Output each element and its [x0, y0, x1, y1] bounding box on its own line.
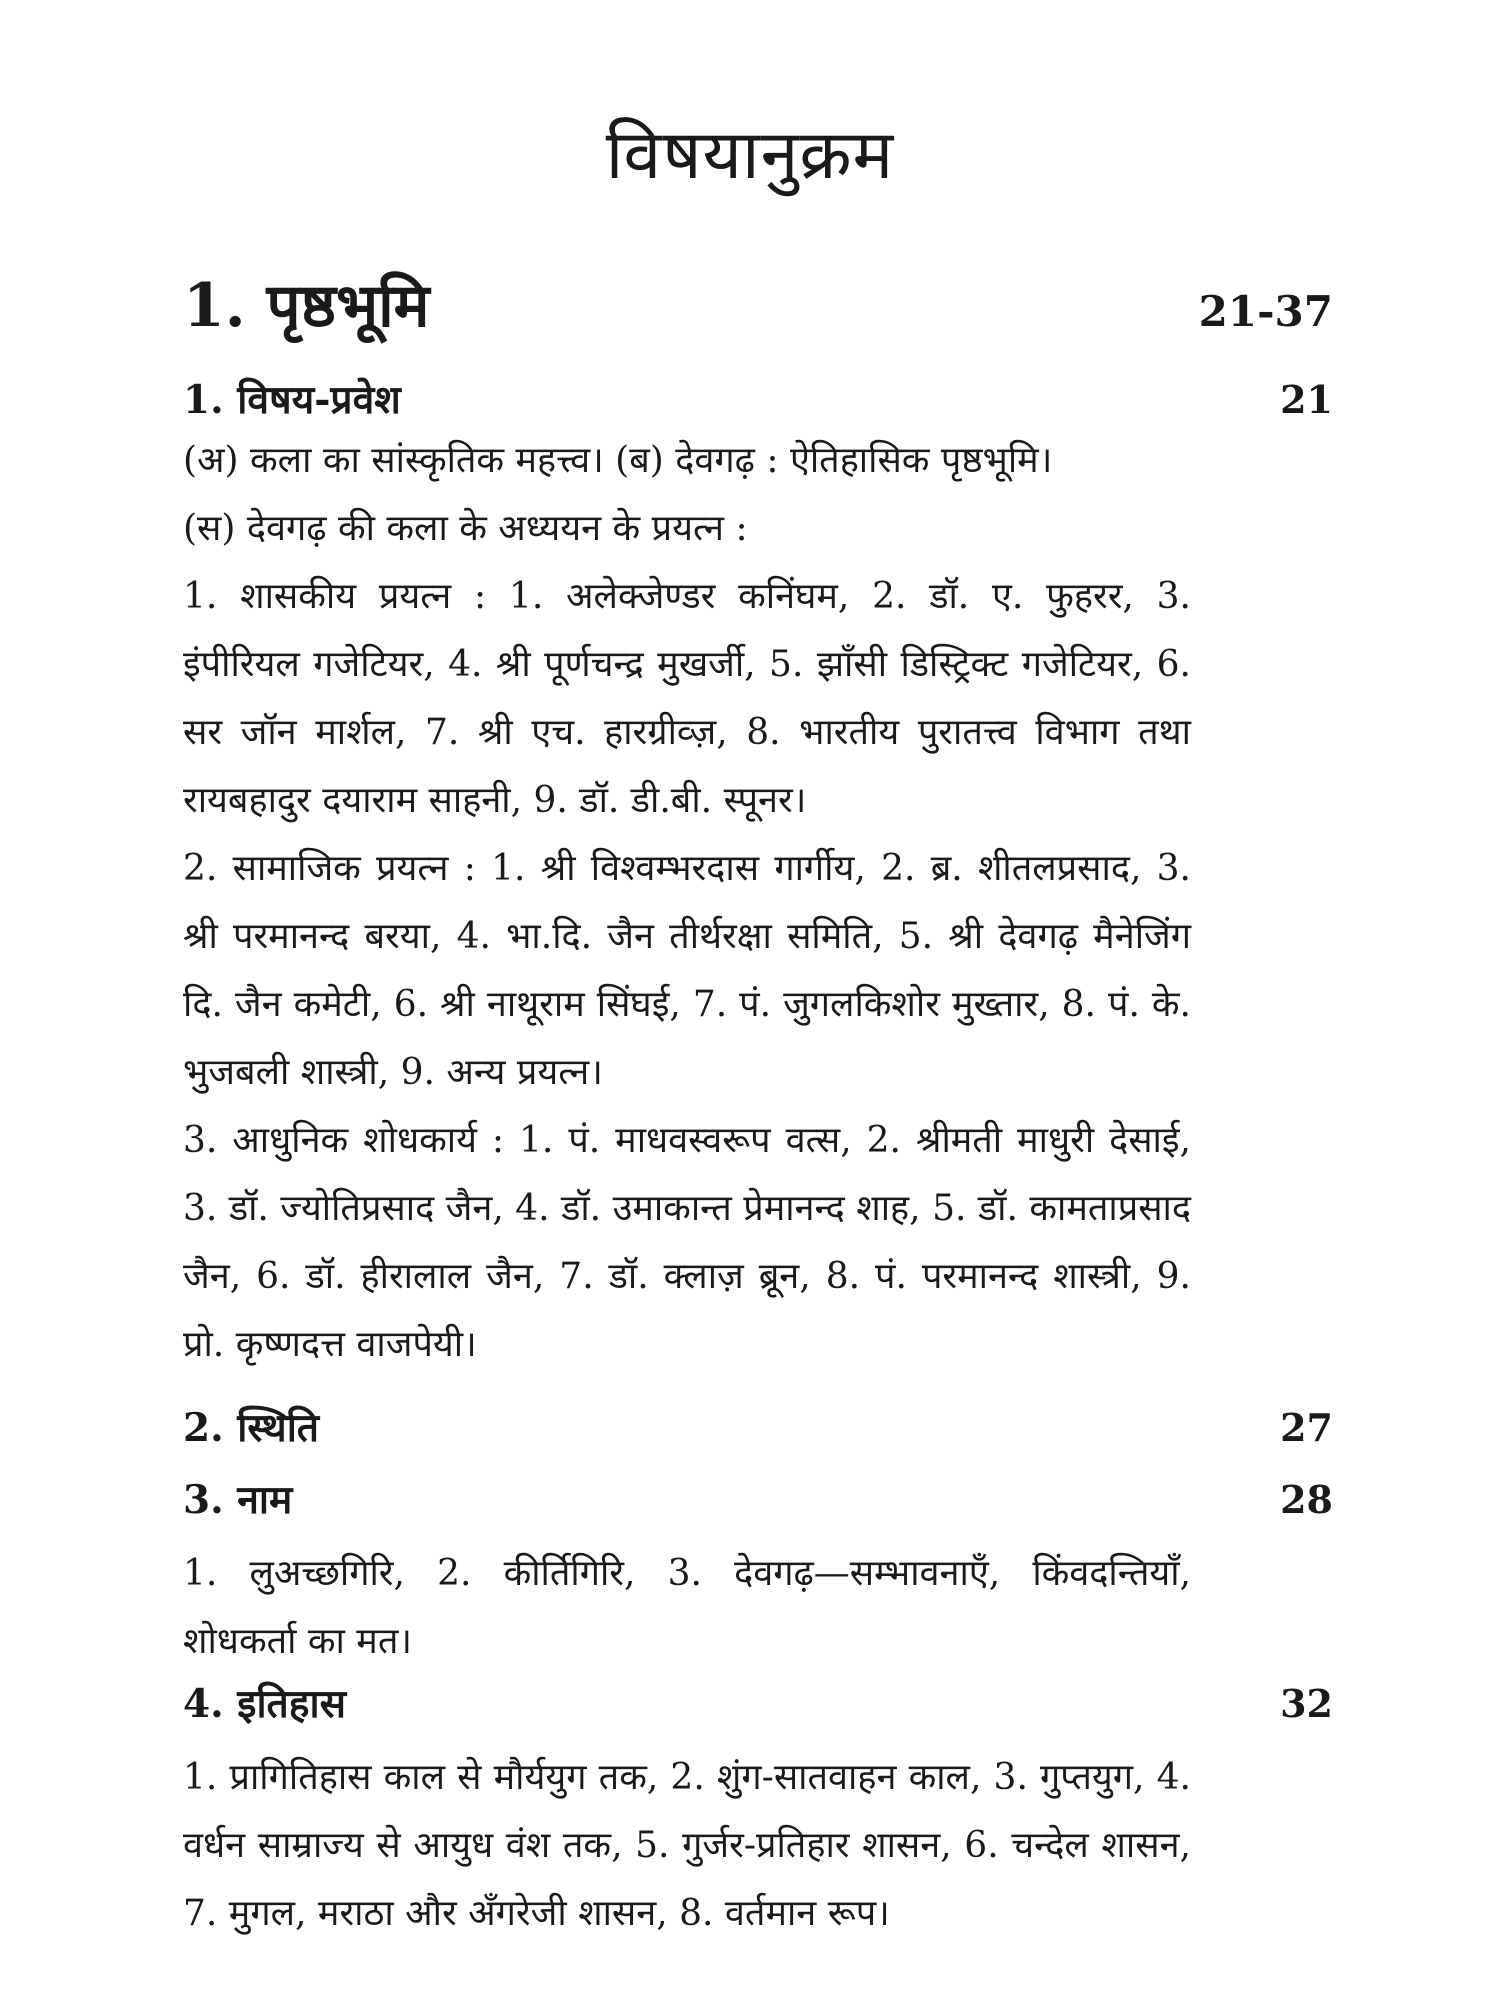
- section-title: 1. विषय-प्रवेश: [183, 377, 401, 423]
- section-entry-text: 3. आधुनिक शोधकार्य : 1. पं. माधवस्वरूप वत्स, 2. श्रीमती माधुरी देसाई, 3. डॉ. ज्योतिप्रसाद जैन, 4. डॉ. उमाकान्त प्रेमानन्द शाह, 5. डॉ. कामताप्रसाद जैन, 6. डॉ. हीरालाल जैन, 7. डॉ. क्लाज़ ब्रून, 8. पं. परमानन्द शास्त्री, 9. प्रो. कृष्णदत्त वाजपेयी।: [183, 1120, 1191, 1365]
- section-entry-text: 2. सामाजिक प्रयत्न : 1. श्री विश्वम्भरदास गार्गीय, 2. ब्र. शीतलप्रसाद, 3. श्री परमानन्द बरया, 4. भा.दि. जैन तीर्थरक्षा समिति, 5. श्री देवगढ़ मैनेजिंग दि. जैन कमेटी, 6. श्री नाथूराम सिंघई, 7. पं. जुगलकिशोर मुख्तार, 8. पं. के. भुजबली शास्त्री, 9. अन्य प्रयत्न।: [183, 848, 1191, 1093]
- chapter-heading: [183, 262, 1333, 344]
- section-entry-text: 1. शासकीय प्रयत्न : 1. अलेक्जेण्डर कनिंघम, 2. डॉ. ए. फुहरर, 3. इंपीरियल गजेटियर, 4. श्री पूर्णचन्द्र मुखर्जी, 5. झाँसी डिस्ट्रिक्ट गजेटियर, 6. सर जॉन मार्शल, 7. श्री एच. हारग्रीव्ज़, 8. भारतीय पुरातत्त्व विभाग तथा रायबहादुर दयाराम साहनी, 9. डॉ. डी.बी. स्पूनर।: [183, 576, 1191, 821]
- section-page: 27: [1280, 1405, 1333, 1450]
- chapter-title: 1. पृष्ठभूमि: [183, 271, 430, 341]
- section-heading: [183, 1472, 1333, 1525]
- section-page: 21: [1280, 377, 1333, 422]
- chapter-page-range: 21-37: [1198, 287, 1333, 336]
- section-title: 4. इतिहास: [183, 1681, 346, 1727]
- section-entry-text: 1. प्रागितिहास काल से मौर्ययुग तक, 2. शुंग-सातवाहन काल, 3. गुप्तयुग, 4. वर्धन साम्राज्य से आयुध वंश तक, 5. गुर्जर-प्रतिहार शासन, 6. चन्देल शासन, 7. मुगल, मराठा और अँगरेजी शासन, 8. वर्तमान रूप।: [183, 1757, 1191, 1934]
- section-entry-text: (अ) कला का सांस्कृतिक महत्त्व। (ब) देवगढ़ : ऐतिहासिक पृष्ठभूमि।: [183, 440, 1053, 481]
- section-entry-text: (स) देवगढ़ की कला के अध्ययन के प्रयत्न :: [183, 508, 748, 549]
- section-page: 32: [1280, 1681, 1333, 1726]
- section-title: 3. नाम: [183, 1477, 293, 1523]
- section-title: 2. स्थिति: [183, 1405, 320, 1451]
- section-page: 28: [1280, 1477, 1333, 1522]
- section-heading: [183, 1400, 1333, 1453]
- section-heading: [183, 1676, 1333, 1729]
- section-heading: [183, 372, 1333, 425]
- section-entry-text: 1. लुअच्छगिरि, 2. कीर्तिगिरि, 3. देवगढ़—सम्भावनाएँ, किंवदन्तियाँ, शोधकर्ता का मत।: [183, 1553, 1191, 1662]
- page-title: विषयानुक्रम: [605, 116, 895, 195]
